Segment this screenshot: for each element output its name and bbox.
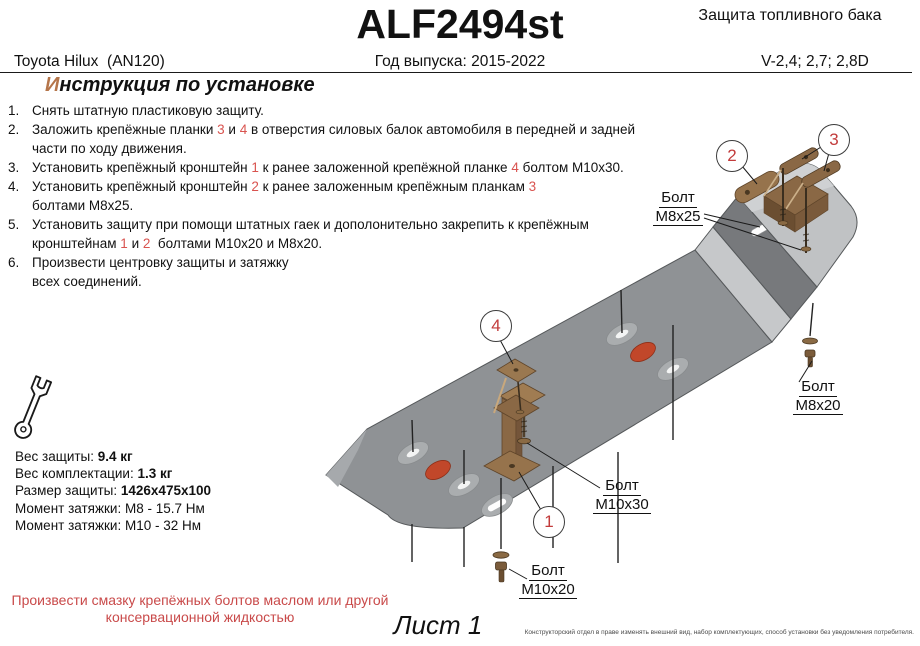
spec-value: 9.4 кг	[97, 449, 133, 464]
vehicle-name: Toyota Hilux (AN120)	[14, 53, 165, 70]
instruction-text: Снять штатную пластиковую защиту.	[32, 103, 264, 118]
spec-row	[15, 500, 211, 517]
instruction-number: 5.	[8, 217, 20, 232]
wrench-icon	[13, 376, 51, 440]
manufacturer-disclaimer: Конструкторский отдел в праве изменять внешний вид, набор комплектующих, способ установки без уведомления потребителя.	[524, 629, 914, 636]
instruction-number: 2.	[8, 122, 20, 137]
callout-3	[818, 124, 850, 156]
callout-4-number: 4	[491, 316, 501, 335]
instruction-text: Произвести центровку защиты и затяжку всех соединений.	[32, 255, 289, 289]
sheet-number: Лист 1	[393, 610, 483, 640]
bolt-label-m8x25: Болт М8х25	[655, 189, 701, 225]
callout-1-number: 1	[544, 512, 554, 531]
spec-value: М8 - 15.7 Нм	[124, 500, 205, 516]
engine-options: V-2,4; 2,7; 2,8D	[761, 53, 869, 70]
bolt-label-m10x30: Болт М10х30	[595, 477, 649, 513]
spec-row	[15, 517, 211, 534]
spec-value: М10 - 32 Нм	[124, 517, 202, 533]
spec-label: Момент затяжки:	[15, 500, 125, 516]
bolt-label-m10x20: Болт М10х20	[521, 562, 575, 598]
spec-value: 1.3 кг	[137, 466, 173, 482]
instruction-text: Заложить крепёжные планки 3 и 4 в отверстия силовых балок автомобиля в передней и задней части по ходу движения.	[32, 122, 636, 156]
year-of-manufacture: Год выпуска: 2015-2022	[374, 53, 546, 70]
spec-row	[15, 448, 211, 465]
spec-row	[15, 482, 211, 499]
instruction-number: 3.	[8, 160, 20, 175]
spec-row	[15, 465, 211, 482]
spec-list	[15, 448, 211, 534]
callout-3-number: 3	[829, 130, 839, 149]
spec-value: 1426х475х100	[120, 483, 211, 499]
bolt-label-m8x20: Болт М8х20	[795, 378, 841, 414]
instruction-text: Установить защиту при помощи штатных гаек и дополонительно закрепить к крепёжным кронштейнам 1 и 2 болтами М10х20 и М8х20.	[32, 217, 589, 251]
instruction-text: Установить крепёжный кронштейн 1 к ранее заложенной крепёжной планке 4 болтом М10х30.	[32, 160, 624, 175]
lubrication-note: Произвести смазку крепёжных болтов маслом или другой консервационной жидкостью	[11, 592, 389, 625]
bolt-m8x20-glyph	[803, 338, 818, 367]
page-title: ALF2494st	[356, 1, 564, 47]
heading-rest: нструкция по установке	[59, 74, 315, 96]
spec-label: Вес защиты:	[15, 449, 98, 464]
product-title: Защита топливного бака	[698, 7, 882, 24]
bolt-m10x20-glyph	[493, 552, 509, 582]
callout-1	[533, 506, 565, 538]
instruction-number: 4.	[8, 179, 20, 194]
spec-label: Вес комплектации:	[15, 466, 138, 482]
heading-accent-letter: И	[45, 74, 60, 96]
spec-label: Момент затяжки:	[15, 517, 125, 533]
callout-2-number: 2	[727, 146, 737, 165]
spec-label: Размер защиты:	[15, 483, 121, 499]
instruction-number: 6.	[8, 255, 20, 270]
instruction-number: 1.	[8, 103, 20, 118]
callout-2	[716, 140, 748, 172]
callout-4	[480, 310, 512, 342]
instruction-text: Установить крепёжный кронштейн 2 к ранее заложенным крепёжным планкам 3 болтами М8х25.	[32, 179, 537, 213]
